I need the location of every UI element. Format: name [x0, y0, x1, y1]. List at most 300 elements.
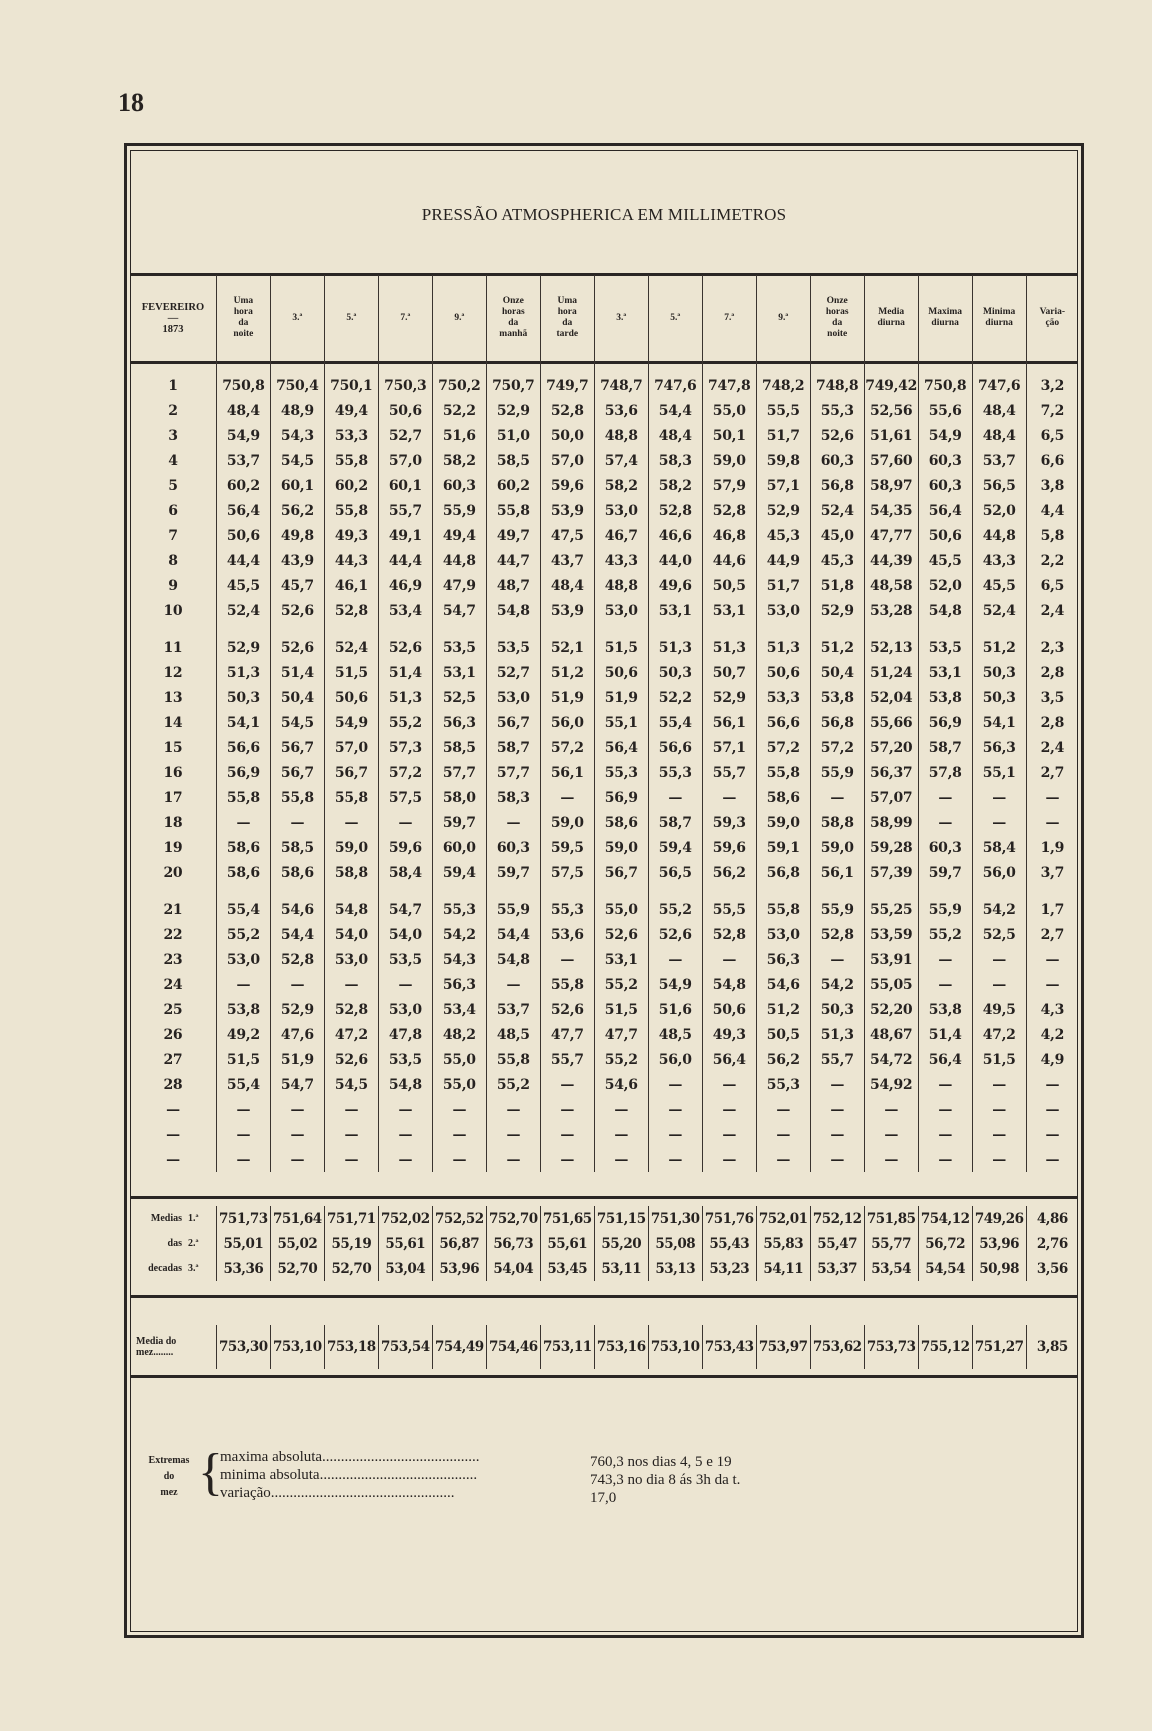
value-cell: 55,66 [864, 710, 918, 735]
value-cell: 55,3 [810, 398, 864, 423]
value-cell: 56,3 [432, 972, 486, 997]
value-cell: 44,3 [324, 548, 378, 573]
value-cell: 48,58 [864, 573, 918, 598]
value-cell: 51,2 [756, 997, 810, 1022]
month-dash: — [167, 312, 179, 324]
value-cell: 52,13 [864, 635, 918, 660]
value-cell: 55,2 [594, 972, 648, 997]
value-cell: 55,8 [756, 760, 810, 785]
day-cell: — [130, 1097, 216, 1122]
value-cell: 56,4 [594, 735, 648, 760]
value-cell: 7,2 [1040, 402, 1065, 419]
column-header-line: 3.ª [616, 312, 627, 323]
value-cell: — [648, 1122, 702, 1147]
medias-value-cell: 4,86 [1036, 1210, 1068, 1227]
medias-value-cell: 53,96 [432, 1256, 486, 1281]
value-cell: 5,8 [1040, 527, 1065, 544]
value-cell: 57,9 [702, 473, 756, 498]
value-cell: 51,5 [216, 1047, 270, 1072]
medias-value-cell: 751,64 [270, 1206, 324, 1231]
value-cell: 55,3 [540, 897, 594, 922]
value-cell: 52,7 [486, 660, 540, 685]
value-cell: 56,2 [270, 498, 324, 523]
medias-value-cell: 752,70 [486, 1206, 540, 1231]
spacer-cell [130, 623, 216, 635]
value-cell: 51,2 [540, 660, 594, 685]
value-cell: 54,35 [864, 498, 918, 523]
value-cell: — [648, 1072, 702, 1097]
value-cell: 52,7 [378, 423, 432, 448]
value-cell: 2,8 [1040, 714, 1065, 731]
value-cell: 54,9 [324, 710, 378, 735]
medias-value-cell: 752,02 [378, 1206, 432, 1231]
value-cell: 52,56 [864, 398, 918, 423]
value-cell: 49,6 [648, 573, 702, 598]
value-cell: 59,4 [648, 835, 702, 860]
value-cell: 51,8 [810, 573, 864, 598]
day-cell: 22 [130, 922, 216, 947]
table-row [130, 573, 1078, 598]
media-mez-label-cell [130, 1325, 216, 1369]
value-cell: 58,0 [432, 785, 486, 810]
value-cell: 48,8 [594, 573, 648, 598]
column-header [864, 275, 918, 361]
value-cell: 52,9 [810, 598, 864, 623]
value-cell: 51,4 [918, 1022, 972, 1047]
value-cell: 51,0 [486, 423, 540, 448]
value-cell: 51,5 [324, 660, 378, 685]
spacer-cell [216, 623, 270, 635]
medias-value-cell: 53,96 [972, 1231, 1026, 1256]
value-cell: 51,3 [648, 635, 702, 660]
spacer-cell [648, 885, 702, 897]
medias-value-cell: 55,20 [594, 1231, 648, 1256]
value-cell: 54,7 [378, 897, 432, 922]
spacer-cell [486, 361, 540, 373]
value-cell: 49,3 [702, 1022, 756, 1047]
medias-value-cell: 53,36 [216, 1256, 270, 1281]
table-row [130, 685, 1078, 710]
value-cell: 50,6 [378, 398, 432, 423]
value-cell: 57,0 [324, 735, 378, 760]
spacer-cell [432, 885, 486, 897]
value-cell: 50,3 [972, 685, 1026, 710]
medias-value-cell: 52,70 [270, 1256, 324, 1281]
value-cell: 59,5 [540, 835, 594, 860]
value-cell: 750,8 [216, 373, 270, 398]
spacer-cell [702, 361, 756, 373]
value-cell: 4,4 [1040, 502, 1065, 519]
month-header [130, 275, 216, 361]
table-row [130, 635, 1078, 660]
column-header-line: 9.ª [778, 312, 789, 323]
value-cell: 52,8 [324, 598, 378, 623]
value-cell: 52,20 [864, 997, 918, 1022]
value-cell: 59,0 [810, 835, 864, 860]
value-cell: — [432, 1097, 486, 1122]
day-cell: 13 [130, 685, 216, 710]
value-cell: 48,5 [486, 1022, 540, 1047]
value-cell: 54,7 [432, 598, 486, 623]
value-cell: 58,7 [648, 810, 702, 835]
value-cell: 50,4 [810, 660, 864, 685]
value-cell: — [702, 1147, 756, 1172]
day-cell: — [130, 1147, 216, 1172]
value-cell: — [972, 1122, 1026, 1147]
value-cell: 56,4 [918, 498, 972, 523]
value-cell: 54,9 [918, 423, 972, 448]
value-cell: 54,8 [918, 598, 972, 623]
value-cell: — [540, 785, 594, 810]
value-cell: 55,05 [864, 972, 918, 997]
medias-value-cell: 752,52 [432, 1206, 486, 1231]
column-header-line: da [562, 318, 573, 328]
value-cell: — [216, 1122, 270, 1147]
value-cell: — [1045, 814, 1060, 831]
value-cell: 58,5 [486, 448, 540, 473]
day-cell: 18 [130, 810, 216, 835]
value-cell: 56,7 [324, 760, 378, 785]
medias-value-cell: 751,73 [216, 1206, 270, 1231]
column-header-line: Uma [557, 296, 578, 306]
value-cell: 57,5 [378, 785, 432, 810]
spacer-cell [864, 623, 918, 635]
spacer-cell [810, 361, 864, 373]
column-header-line: hora [557, 307, 577, 317]
value-cell: 57,3 [378, 735, 432, 760]
value-cell: 54,92 [864, 1072, 918, 1097]
value-cell: 49,5 [972, 997, 1026, 1022]
medias-value-cell: 55,08 [648, 1231, 702, 1256]
medias-value-cell: 3,56 [1036, 1260, 1068, 1277]
day-cell: 6 [130, 498, 216, 523]
value-cell: 59,28 [864, 835, 918, 860]
value-cell: 56,6 [648, 735, 702, 760]
value-cell: 48,7 [486, 573, 540, 598]
spacer-cell [756, 361, 810, 373]
value-cell: 45,3 [810, 548, 864, 573]
value-cell: 55,0 [432, 1047, 486, 1072]
value-cell: — [1045, 951, 1060, 968]
spacer-cell [216, 885, 270, 897]
spacer-cell [864, 361, 918, 373]
value-cell: 53,0 [594, 498, 648, 523]
day-cell: 25 [130, 997, 216, 1022]
value-cell: 747,6 [648, 373, 702, 398]
medias-value-cell: 752,12 [810, 1206, 864, 1231]
value-cell: 750,3 [378, 373, 432, 398]
value-cell: 57,7 [486, 760, 540, 785]
table-row [130, 660, 1078, 685]
decade-label: 2.ª [188, 1238, 199, 1249]
spacer-cell [594, 623, 648, 635]
value-cell: 52,9 [756, 498, 810, 523]
table-row [130, 523, 1078, 548]
value-cell: — [324, 1097, 378, 1122]
brace-icon: { [198, 1444, 223, 1501]
value-cell: 59,4 [432, 860, 486, 885]
value-cell: 53,0 [756, 598, 810, 623]
value-cell: 44,4 [378, 548, 432, 573]
media-mez-value-cell: 753,16 [594, 1325, 648, 1369]
value-cell: — [702, 785, 756, 810]
value-cell: 55,8 [756, 897, 810, 922]
value-cell: 57,0 [378, 448, 432, 473]
value-cell: 56,2 [702, 860, 756, 885]
table-row [130, 1022, 1078, 1047]
medias-value-cell: 752,01 [756, 1206, 810, 1231]
value-cell: 48,8 [594, 423, 648, 448]
media-mez-label-line: mez........ [136, 1347, 174, 1358]
media-mez-value-cell: 753,97 [756, 1325, 810, 1369]
value-cell: 53,7 [216, 448, 270, 473]
value-cell: 54,9 [648, 972, 702, 997]
value-cell: 45,5 [918, 548, 972, 573]
value-cell: — [810, 1122, 864, 1147]
value-cell: 52,4 [324, 635, 378, 660]
value-cell: 51,3 [216, 660, 270, 685]
value-cell: 55,3 [432, 897, 486, 922]
table-row [130, 860, 1078, 885]
value-cell: 51,4 [378, 660, 432, 685]
value-cell: 59,6 [702, 835, 756, 860]
value-cell: — [972, 785, 1026, 810]
value-cell: — [324, 1147, 378, 1172]
value-cell: 52,4 [972, 598, 1026, 623]
value-cell: — [594, 1147, 648, 1172]
value-cell: 53,7 [972, 448, 1026, 473]
value-cell: 51,3 [378, 685, 432, 710]
pressure-table [130, 275, 1078, 1172]
day-cell: 12 [130, 660, 216, 685]
table-row [130, 1072, 1078, 1097]
day-cell: 2 [130, 398, 216, 423]
value-cell: — [810, 785, 864, 810]
value-cell: 54,8 [486, 598, 540, 623]
day-cell: 21 [130, 897, 216, 922]
value-cell: 60,1 [378, 473, 432, 498]
value-cell: 52,2 [432, 398, 486, 423]
spacer-cell [864, 885, 918, 897]
value-cell: 60,3 [918, 473, 972, 498]
value-cell: 58,6 [216, 860, 270, 885]
value-cell: 56,8 [810, 710, 864, 735]
extrema-value: 17,0 [590, 1490, 617, 1506]
value-cell: 56,3 [432, 710, 486, 735]
value-cell: 60,2 [324, 473, 378, 498]
media-mez-value-cell: 753,62 [810, 1325, 864, 1369]
value-cell: 59,0 [540, 810, 594, 835]
value-cell: 55,4 [216, 1072, 270, 1097]
value-cell: — [918, 947, 972, 972]
medias-value-cell: 53,37 [810, 1256, 864, 1281]
value-cell: 60,1 [270, 473, 324, 498]
medias-label-cell [130, 1256, 216, 1281]
table-row [130, 1122, 1078, 1147]
media-mez-value-cell: 753,10 [648, 1325, 702, 1369]
spacer-cell [130, 361, 216, 373]
extremas-label-line: mez [160, 1487, 178, 1498]
value-cell: — [702, 1097, 756, 1122]
column-header [756, 275, 810, 361]
extrema-minima-row [220, 1467, 741, 1488]
value-cell: — [270, 1122, 324, 1147]
value-cell: 50,3 [810, 997, 864, 1022]
table-row [130, 735, 1078, 760]
value-cell: 2,7 [1040, 764, 1065, 781]
value-cell: — [972, 1097, 1026, 1122]
value-cell: 53,1 [648, 598, 702, 623]
value-cell: 44,0 [648, 548, 702, 573]
value-cell: — [972, 1147, 1026, 1172]
value-cell: 57,0 [540, 448, 594, 473]
extrema-key: maxima absoluta.......................................... [220, 1449, 480, 1465]
value-cell: 58,6 [756, 785, 810, 810]
value-cell: — [486, 1147, 540, 1172]
value-cell: 54,6 [270, 897, 324, 922]
value-cell: 747,8 [702, 373, 756, 398]
column-header-line: da [238, 318, 249, 328]
medias-label-cell [130, 1206, 216, 1231]
value-cell: 51,2 [972, 635, 1026, 660]
value-cell: 46,9 [378, 573, 432, 598]
value-cell: 55,25 [864, 897, 918, 922]
value-cell: 55,5 [702, 897, 756, 922]
value-cell: 44,6 [702, 548, 756, 573]
value-cell: 52,6 [810, 423, 864, 448]
column-header-line: Maxima [928, 307, 963, 317]
medias-label-line: decadas [148, 1263, 182, 1274]
value-cell: 50,5 [702, 573, 756, 598]
value-cell: 51,6 [648, 997, 702, 1022]
column-header [594, 275, 648, 361]
table-row [130, 897, 1078, 922]
medias-value-cell: 54,54 [918, 1256, 972, 1281]
value-cell: 49,2 [216, 1022, 270, 1047]
value-cell: 52,8 [270, 947, 324, 972]
value-cell: — [972, 1072, 1026, 1097]
medias-value-cell: 2,76 [1036, 1235, 1068, 1252]
day-cell: 27 [130, 1047, 216, 1072]
spacer-cell [432, 361, 486, 373]
spacer-cell [540, 885, 594, 897]
spacer-cell [594, 361, 648, 373]
value-cell: 52,04 [864, 685, 918, 710]
value-cell: 48,4 [972, 398, 1026, 423]
value-cell: — [540, 947, 594, 972]
value-cell: 53,0 [486, 685, 540, 710]
value-cell: 59,7 [918, 860, 972, 885]
value-cell: 54,4 [486, 922, 540, 947]
column-header-line: diurna [985, 318, 1013, 328]
value-cell: 57,20 [864, 735, 918, 760]
column-header [432, 275, 486, 361]
medias-value-cell: 754,12 [918, 1206, 972, 1231]
value-cell: 51,2 [810, 635, 864, 660]
value-cell: 53,5 [918, 635, 972, 660]
value-cell: 55,5 [756, 398, 810, 423]
value-cell: 50,7 [702, 660, 756, 685]
table-row [130, 423, 1078, 448]
value-cell: 50,3 [972, 660, 1026, 685]
value-cell: 56,7 [486, 710, 540, 735]
table-title: PRESSÃO ATMOSPHERICA EM MILLIMETROS [421, 205, 787, 224]
value-cell: — [918, 810, 972, 835]
value-cell: 54,4 [270, 922, 324, 947]
value-cell: 56,1 [540, 760, 594, 785]
value-cell: 56,2 [756, 1047, 810, 1072]
value-cell: 45,7 [270, 573, 324, 598]
spacer-cell [756, 885, 810, 897]
value-cell: 59,7 [486, 860, 540, 885]
value-cell: 2,8 [1040, 664, 1065, 681]
spacer-cell [648, 623, 702, 635]
medias-value-cell: 55,47 [810, 1231, 864, 1256]
value-cell: 4,3 [1040, 1001, 1065, 1018]
value-cell: — [810, 1072, 864, 1097]
value-cell: 55,0 [594, 897, 648, 922]
value-cell: 55,9 [810, 897, 864, 922]
value-cell: 56,5 [648, 860, 702, 885]
value-cell: 59,0 [756, 810, 810, 835]
value-cell: 54,2 [432, 922, 486, 947]
value-cell: 54,1 [972, 710, 1026, 735]
value-cell: 51,3 [756, 635, 810, 660]
value-cell: 747,6 [972, 373, 1026, 398]
day-cell: 3 [130, 423, 216, 448]
value-cell: 750,2 [432, 373, 486, 398]
spacer-cell [486, 623, 540, 635]
spacer-cell [324, 885, 378, 897]
value-cell: 56,1 [702, 710, 756, 735]
spacer-cell [810, 885, 864, 897]
value-cell: 51,5 [594, 635, 648, 660]
value-cell: 2,4 [1040, 739, 1065, 756]
value-cell: 53,1 [918, 660, 972, 685]
column-header-line: 7.ª [724, 312, 735, 323]
value-cell: — [810, 1097, 864, 1122]
spacer-cell [756, 623, 810, 635]
value-cell: 47,8 [378, 1022, 432, 1047]
value-cell: — [918, 1147, 972, 1172]
medias-value-cell: 56,87 [432, 1231, 486, 1256]
value-cell: — [918, 972, 972, 997]
medias-row [130, 1256, 1078, 1281]
value-cell: 50,4 [270, 685, 324, 710]
value-cell: 53,8 [216, 997, 270, 1022]
value-cell: 54,5 [270, 448, 324, 473]
value-cell: 58,3 [648, 448, 702, 473]
value-cell: 750,4 [270, 373, 324, 398]
value-cell: 48,4 [648, 423, 702, 448]
value-cell: 4,9 [1040, 1051, 1065, 1068]
value-cell: 56,9 [594, 785, 648, 810]
value-cell: — [270, 1097, 324, 1122]
value-cell: 58,2 [594, 473, 648, 498]
value-cell: 51,24 [864, 660, 918, 685]
value-cell: 55,2 [486, 1072, 540, 1097]
value-cell: — [378, 972, 432, 997]
value-cell: 56,7 [270, 760, 324, 785]
day-cell: 8 [130, 548, 216, 573]
value-cell: — [486, 972, 540, 997]
media-mez-bottom-rule [130, 1375, 1078, 1378]
value-cell: 47,77 [864, 523, 918, 548]
value-cell: — [324, 1122, 378, 1147]
value-cell: 58,5 [270, 835, 324, 860]
column-header-line: diurna [931, 318, 959, 328]
value-cell: 51,3 [810, 1022, 864, 1047]
